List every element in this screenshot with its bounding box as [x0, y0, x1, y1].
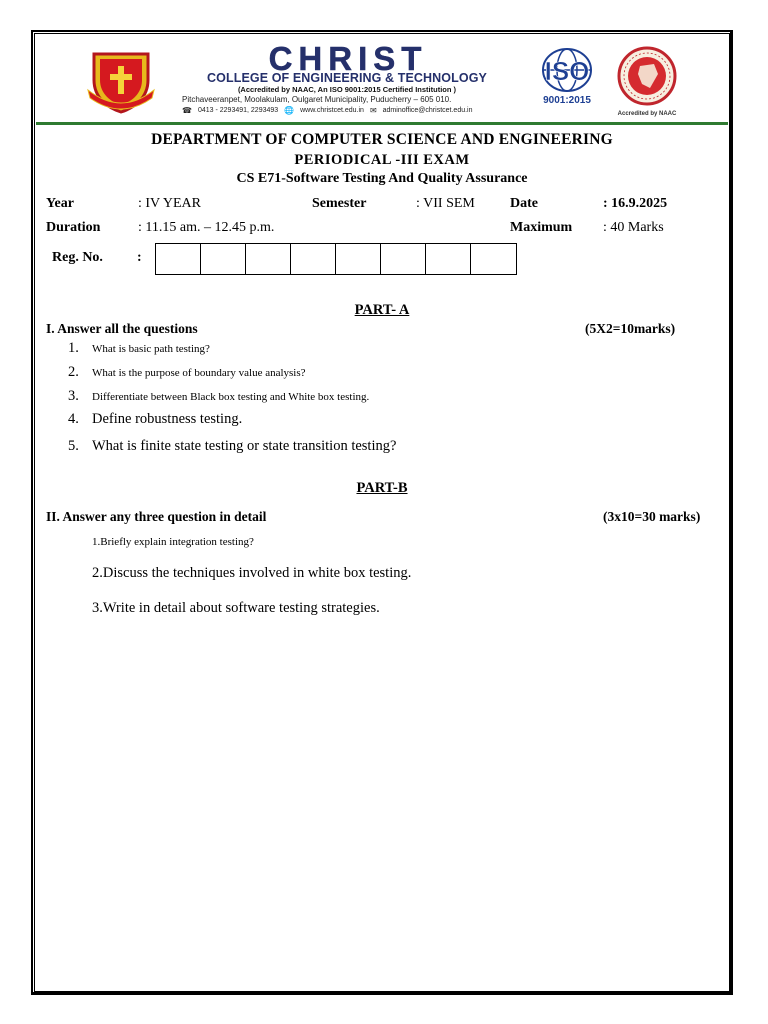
part-b-question: 3.Write in detail about software testing strategies.	[92, 600, 380, 616]
question-text: What is basic path testing?	[92, 343, 210, 355]
duration-label: Duration	[46, 220, 101, 235]
date-value: : 16.9.2025	[603, 196, 668, 211]
question-number: 3.	[68, 388, 79, 404]
part-a-heading: PART- A	[354, 302, 410, 318]
naac-caption: Accredited by NAAC	[617, 111, 677, 117]
year-value: : IV YEAR	[138, 196, 201, 211]
part-b-heading: PART-B	[356, 480, 408, 496]
question-text: Define robustness testing.	[92, 411, 243, 427]
regno-cell[interactable]	[471, 244, 516, 274]
naac-logo	[608, 46, 686, 117]
part-a-instruction: I. Answer all the questions	[46, 321, 198, 336]
question-text: What is finite state testing or state transition testing?	[92, 438, 397, 454]
regno-label: Reg. No.	[52, 250, 103, 265]
regno-cell[interactable]	[426, 244, 471, 274]
question-number: 4.	[68, 411, 79, 427]
iso-text: ISO	[544, 56, 590, 86]
question-number: 2.	[68, 364, 79, 380]
part-a-marks: (5X2=10marks)	[585, 321, 676, 336]
college-website: www.christcet.edu.in	[300, 107, 364, 114]
part-a-question	[68, 411, 242, 428]
part-b-question: 1.Briefly explain integration testing?	[92, 536, 254, 548]
naac-seal-icon	[614, 46, 680, 106]
college-accreditation: (Accredited by NAAC, An ISO 9001:2015 Certified Institution )	[237, 85, 457, 94]
regno-cell[interactable]	[156, 244, 201, 274]
question-text: What is the purpose of boundary value analysis?	[92, 367, 306, 379]
mail-icon: ✉	[369, 106, 377, 115]
college-header	[36, 36, 728, 122]
maximum-label: Maximum	[510, 220, 573, 235]
phone-icon: ☎	[182, 106, 192, 115]
college-crest-logo	[86, 50, 156, 114]
question-number: 1.	[68, 340, 79, 356]
part-b-instruction: II. Answer any three question in detail	[46, 509, 267, 524]
regno-cell[interactable]	[201, 244, 246, 274]
date-label: Date	[510, 196, 538, 211]
question-number: 5.	[68, 438, 79, 454]
part-b-question: 2.Discuss the techniques involved in white box testing.	[92, 565, 412, 581]
regno-boxes[interactable]	[155, 243, 517, 275]
question-text: Differentiate between Black box testing and White box testing.	[92, 391, 370, 403]
college-subtitle: COLLEGE OF ENGINEERING & TECHNOLOGY	[207, 71, 487, 85]
regno-colon: :	[137, 250, 142, 265]
part-b-marks: (3x10=30 marks)	[603, 509, 701, 524]
college-phone: 0413 - 2293491, 2293493	[197, 107, 279, 114]
college-contact	[182, 106, 542, 115]
iso-globe-icon	[530, 48, 604, 92]
college-name: CHRIST	[268, 40, 428, 77]
part-a-question	[68, 388, 369, 405]
iso-number: 9001:2015	[543, 95, 591, 106]
part-a-question	[68, 364, 306, 381]
maximum-value: : 40 Marks	[603, 220, 664, 235]
regno-cell[interactable]	[246, 244, 291, 274]
college-email: adminoffice@christcet.edu.in	[382, 107, 473, 114]
year-label: Year	[46, 196, 74, 211]
part-a-question	[68, 438, 396, 455]
iso-logo	[530, 48, 604, 106]
semester-value: : VII SEM	[416, 196, 475, 211]
department-title: DEPARTMENT OF COMPUTER SCIENCE AND ENGINEERING	[151, 131, 613, 148]
regno-cell[interactable]	[291, 244, 336, 274]
globe-icon: 🌐	[284, 106, 295, 115]
duration-value: : 11.15 am. – 12.45 p.m.	[138, 220, 275, 235]
part-a-question	[68, 340, 210, 357]
regno-cell[interactable]	[336, 244, 381, 274]
exam-title: PERIODICAL -III EXAM	[294, 152, 470, 168]
college-address: Pitchaveeranpet, Moolakulam, Oulgaret Municipality, Puducherry – 605 010.	[182, 95, 452, 104]
header-divider	[36, 122, 728, 125]
regno-cell[interactable]	[381, 244, 426, 274]
semester-label: Semester	[312, 196, 367, 211]
course-title: CS E71-Software Testing And Quality Assurance	[236, 171, 528, 186]
